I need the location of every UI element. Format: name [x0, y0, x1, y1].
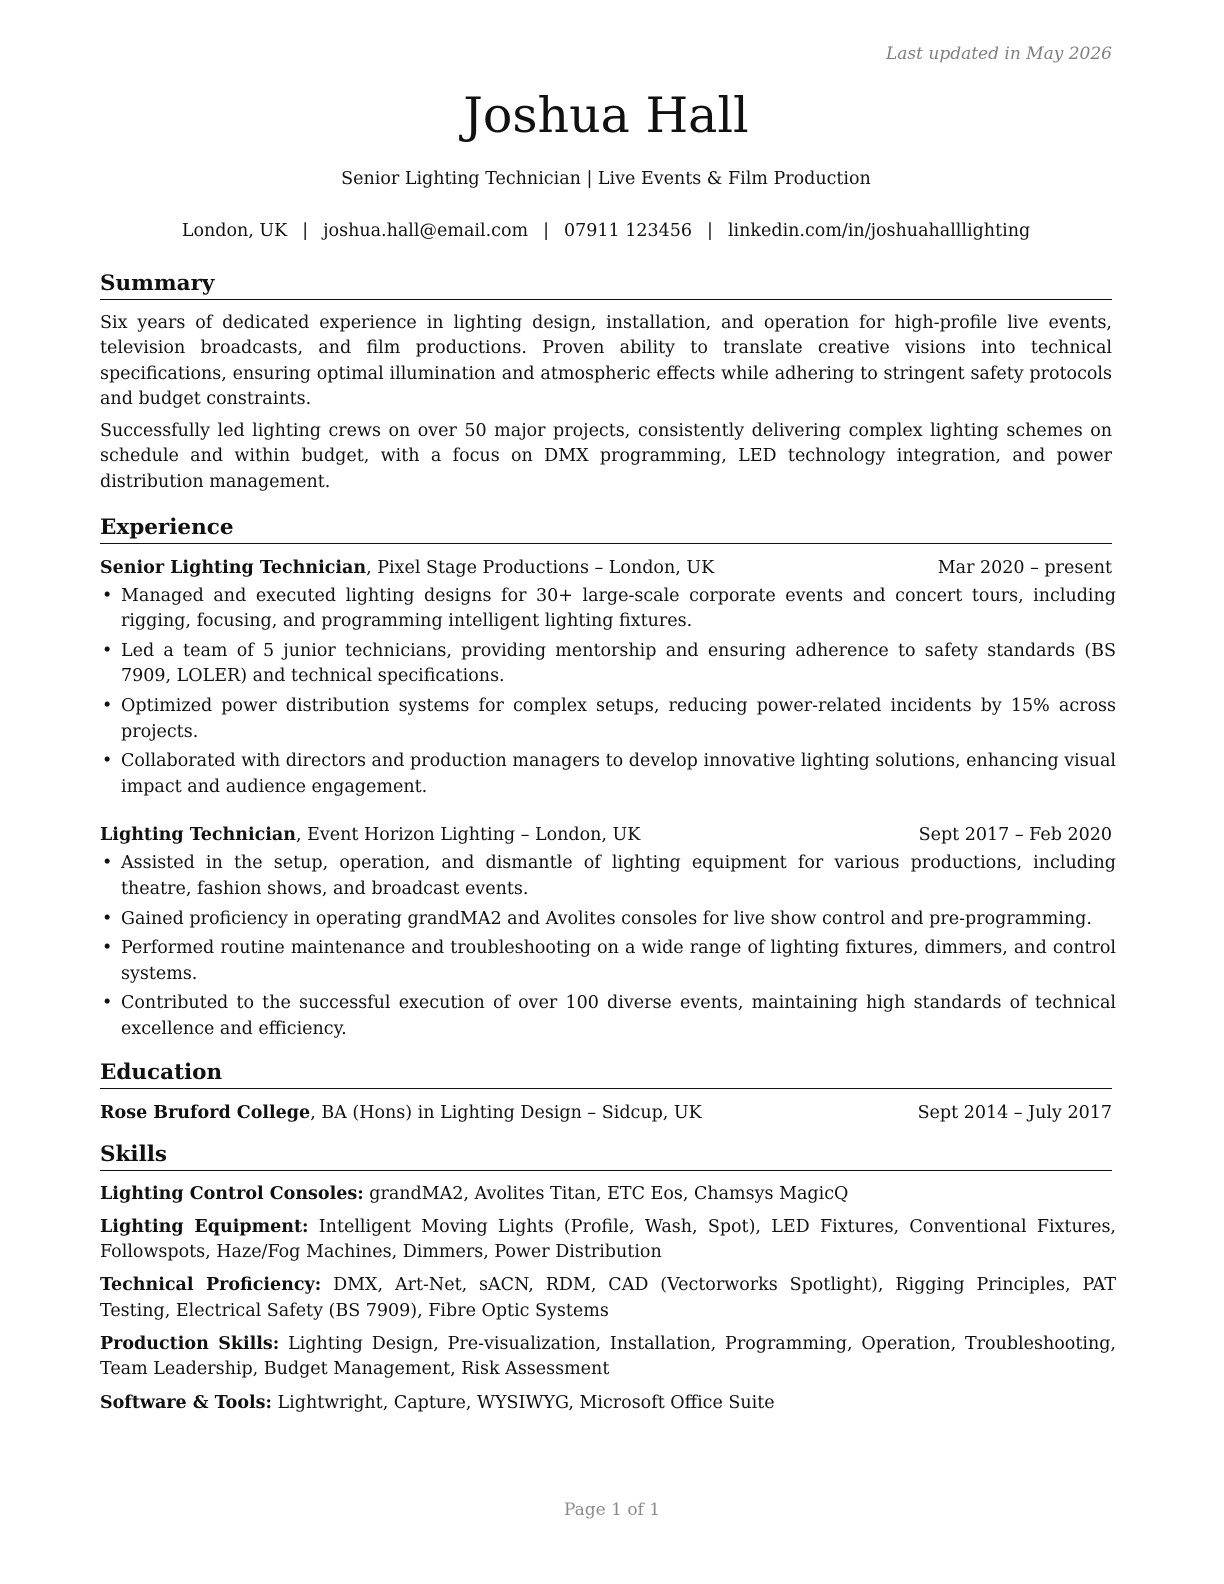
- skill-value: Lighting Design, Pre-visualization, Installation, Programming, Operation, Troubleshooting, Team Leadership, Budget Management, Risk Assessment: [100, 1334, 1116, 1380]
- contact-separator: |: [543, 221, 549, 241]
- skill-value: Lightwright, Capture, WYSIWYG, Microsoft Office Suite: [271, 1392, 775, 1413]
- last-updated-note: Last updated in May 2026: [885, 44, 1112, 64]
- job-bullet: [100, 694, 1116, 745]
- job-title-line: [100, 555, 714, 581]
- job-bullet-text: Collaborated with directors and production managers to develop innovative lighting solutions, enhancing visual impact and audience engagement.: [121, 751, 1116, 797]
- candidate-name: Joshua Hall: [463, 87, 749, 144]
- bullet-icon: •: [102, 586, 113, 607]
- skill-row: [100, 1273, 1116, 1324]
- skill-label: Production Skills:: [100, 1334, 280, 1355]
- job-bullet: [100, 851, 1116, 902]
- skill-label: Lighting Control Consoles:: [100, 1183, 364, 1204]
- contact-email-link[interactable]: joshua.hall@email.com: [323, 221, 529, 241]
- education-entry: [100, 1100, 1112, 1126]
- experience-heading: Experience: [100, 513, 1112, 544]
- job-company: , Event Horizon Lighting – London, UK: [295, 825, 641, 846]
- job-role: Senior Lighting Technician: [100, 558, 367, 579]
- contact-linkedin-link[interactable]: linkedin.com/in/joshuahalllighting: [727, 221, 1031, 241]
- job-bullet-text: Managed and executed lighting designs for 30+ large-scale corporate events and concert tours, including rigging, focusing, and programming intelligent lighting fixtures.: [121, 586, 1116, 632]
- job-bullet-text: Optimized power distribution systems for complex setups, reducing power-related incidents by 15% across projects.: [121, 696, 1116, 742]
- education-detail: , BA (Hons) in Lighting Design – Sidcup, UK: [310, 1102, 702, 1123]
- job-title-line: [100, 822, 640, 848]
- job-bullet-list: [100, 851, 1116, 1042]
- job-bullet: [100, 991, 1116, 1042]
- job-bullet-text: Performed routine maintenance and troubleshooting on a wide range of lighting fixtures, dimmers, and control systems.: [121, 938, 1116, 984]
- skill-row: [100, 1391, 1116, 1416]
- skill-label: Lighting Equipment:: [100, 1216, 309, 1237]
- bullet-icon: •: [102, 696, 113, 717]
- skills-heading: Skills: [100, 1140, 1112, 1171]
- job-bullet: [100, 907, 1116, 932]
- job-dates: Mar 2020 – present: [937, 558, 1112, 579]
- bullet-icon: •: [102, 751, 113, 772]
- skill-label: Software & Tools:: [100, 1392, 272, 1413]
- education-line: [100, 1100, 702, 1126]
- education-heading: Education: [100, 1058, 1112, 1089]
- bullet-icon: •: [102, 853, 113, 874]
- bullet-icon: •: [102, 908, 113, 929]
- contact-location: London, UK: [181, 221, 288, 241]
- job-role: Lighting Technician: [100, 825, 296, 846]
- job-bullet: [100, 639, 1116, 690]
- candidate-headline: Senior Lighting Technician | Live Events & Film Production: [341, 169, 871, 189]
- job-bullet-text: Led a team of 5 junior technicians, providing mentorship and ensuring adherence to safety standards (BS 7909, LOLER) and technical specifications.: [121, 641, 1116, 687]
- skill-row: [100, 1182, 1116, 1207]
- summary-paragraph: Successfully led lighting crews on over 50 major projects, consistently delivering complex lighting schemes on schedule and within budget, with a focus on DMX programming, LED technology integration, and power distribution management.: [100, 421, 1112, 492]
- job-bullet-list: [100, 584, 1116, 800]
- skill-row: [100, 1332, 1116, 1383]
- skill-value: DMX, Art-Net, sACN, RDM, CAD (Vectorworks Spotlight), Rigging Principles, PAT Testing, Electrical Safety (BS 7909), Fibre Optic Systems: [100, 1275, 1116, 1321]
- job-bullet-text: Assisted in the setup, operation, and dismantle of lighting equipment for various productions, including theatre, fashion shows, and broadcast events.: [121, 853, 1116, 899]
- job-bullet-text: Gained proficiency in operating grandMA2 and Avolites consoles for live show control and pre-programming.: [121, 908, 1092, 929]
- job-company: , Pixel Stage Productions – London, UK: [366, 558, 715, 579]
- job-header: [100, 555, 1112, 581]
- job-header: [100, 822, 1112, 848]
- contact-separator: |: [707, 221, 713, 241]
- contact-line: [100, 218, 1112, 244]
- bullet-icon: •: [102, 993, 113, 1014]
- bullet-icon: •: [102, 938, 113, 959]
- education-dates: Sept 2014 – July 2017: [917, 1102, 1112, 1123]
- page-number: Page 1 of 1: [563, 1500, 661, 1520]
- skill-label: Technical Proficiency:: [100, 1275, 322, 1296]
- skill-row: [100, 1215, 1116, 1266]
- contact-phone: 07911 123456: [563, 221, 693, 241]
- summary-paragraph: Six years of dedicated experience in lighting design, installation, and operation for high-profile live events, television broadcasts, and film productions. Proven ability to translate creative visions into technical specifications, ensuring optimal illumination and atmospheric effects while adhering to stringent safety protocols and budget constraints.: [100, 313, 1112, 409]
- resume-content: [100, 269, 1116, 1424]
- job-dates: Sept 2017 – Feb 2020: [918, 825, 1112, 846]
- summary-heading: Summary: [100, 269, 1112, 300]
- education-school: Rose Bruford College: [100, 1102, 311, 1123]
- job-bullet: [100, 749, 1116, 800]
- job-bullet: [100, 936, 1116, 987]
- job-bullet: [100, 584, 1116, 635]
- skill-value: grandMA2, Avolites Titan, ETC Eos, Chamsys MagicQ: [363, 1183, 849, 1204]
- job-bullet-text: Contributed to the successful execution of over 100 diverse events, maintaining high standards of technical excellence and efficiency.: [121, 993, 1116, 1039]
- bullet-icon: •: [102, 641, 113, 662]
- skill-value: Intelligent Moving Lights (Profile, Wash, Spot), LED Fixtures, Conventional Fixtures, Followspots, Haze/Fog Machines, Dimmers, Power Distribution: [100, 1216, 1116, 1263]
- contact-separator: |: [302, 221, 309, 241]
